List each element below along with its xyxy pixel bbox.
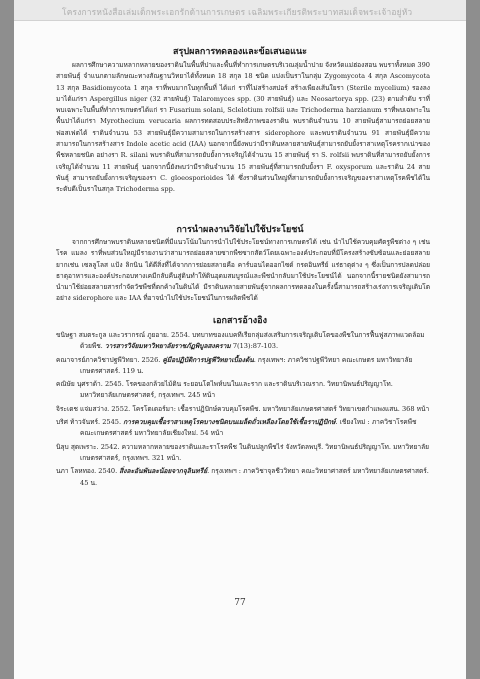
running-header-band: [14, 0, 466, 21]
reference-item: นิลุบ สุดเพราะ. 2542. ความหลากหลายของราดินและราโรคพืช ในดินปลูกพืชไร่ จังหวัดลพบุรี. วิทยานิพนธ์ปริญญาโท. มหาวิทยาลัยเกษตรศาสตร์, กรุงเทพฯ. 321 หน้า.: [56, 442, 429, 462]
summary-paragraph: ผลการศึกษาความหลากหลายของราดินในพื้นที่ปาและพื้นที่ทำการเกษตรบริเวณลุ่มน้ำปาย จังหวัดแม่ฮ่องสอน พบราทั้งหมด 390 สายพันธุ์ จำแนกตามลักษณะทางสัณฐานวิทยาได้ทั้งหมด 18 สกุล 18 ชนิด แบ่งเป็นราในกลุ่ม Zygomycota 4 สกุล Ascomycota 13 สกุล Basidiomycota 1 สกุล ราที่พบมากในทุกพื้นที่ ได้แก่ ราที่ไม่สร้างสปอร์ สร้างเพียงเส้นใยรา (Sterile mycelium) รองลงมาได้แก่รา Aspergillus niger (32 สายพันธุ์) Talaromyces spp. (30 สายพันธุ์) และ Neosartorya spp. (23) ตามลำดับ ราที่พบเฉพาะในพื้นที่ทำการเกษตรได้แก่ รา Fusarium solani, Sclelotium rolfsii และ Trichoderma harzianum ราที่พบเฉพาะในพื้นปาได้แก่รา Myrothecium verucaria ผลการทดสอบประสิทธิภาพของราดิน พบราดินจำนวน 10 สายพันธุ์สามารถย่อยสลายฟอสเฟตได้ ราดินจำนวน 53 สายพันธุ์มีความสามารถในการสร้างสาร siderophore และพบราดินจำนวน 91 สายพันธุ์มีความสามารถในการสร้างสาร Indole acetic acid (IAA) นอกจากนี้ยังพบว่ามีราดินหลายสายพันธุ์สามารถยับยั้งราสาเหตุโรครากเน่าของพืชหลายชนิด อย่างรา R. silani พบราดินที่สามารถยับยั้งการเจริญได้จำนวน 15 สายพันธุ์ รา S. rolfsii พบราดินที่สามารถยับยั้งการเจริญได้จำนวน 11 สายพันธุ์ นอกจากนี้ยังพบว่ามีราดินจำนวน 15 สายพันธุ์ที่สามารถยับยั้งรา F. oxysporum และราดิน 24 สายพันธุ์ สามารถยับยั้งการเจริญของรา C. gloeosporioides ได้ ซึ่งราดินส่วนใหญ่ที่สามารถยับยั้งการเจริญของราสาเหตุโรคพืชได้ในระดับดีเป็นราในสกุล Trichoderma spp.: [56, 61, 430, 194]
reference-item: จิระเดช แจ่มสว่าง. 2552. โครโตเดอร์มา: เชื้อราปฏิปักษ์ควบคุมโรคพืช. มหาวิทยาลัยเกษตรศาสตร์ วิทยาเขตกำแพงแสน. 368 หน้า: [56, 404, 430, 413]
application-paragraph: จากการศึกษาพบราดินหลายชนิดที่มีแนวโน้มในการนำไปใช้ประโยชน์ทางการเกษตรได้ เช่น นำไปใช้ควบคุมศัตรูพืชต่าง ๆ เช่น โรค แมลง ราที่พบส่วนใหญ่มีรายงานว่าสามารถย่อยสลายซากพืชซากสัตว์โดยเฉพาะองค์ประกอบที่มีโครงสร้างซับซ้อนและย่อยสลายยากเช่น เซลลูโลส แป้ง ลิกนิน ได้ดีสิ่งที่ได้จากการย่อยสลายคือ คาร์บอนไดออกไซด์ กรดอินทรีย์ แร่ธาตุต่าง ๆ ซึ่งเป็นการปลดปล่อยธาตุอาหารและองค์ประกอบทางเคมีกลับคืนสู่ดินทำให้ดินอุดมสมบูรณ์และพืชนำกลับมาใช้ประโยชน์ได้ นอกจากนี้รายชนิดยังสามารถนำมาใช้ย่อยสลายสารกำจัดวัชพืชที่ตกค้างในดินได้ มีราดินหลายสายพันธุ์จากผลการทดลองในครั้งนี้สามารถสร้างเร่งการเจริญเติบโตอย่าง siderophore และ IAA ที่อาจนำไปใช้ประโยชน์ในการผลิตพืชได้: [56, 238, 430, 303]
reference-item: คณาจารย์ภาควิชาปฐพีวิทยา. 2526. คู่มือปฏิบัติการปฐพีวิทยาเบื้องต้น. กรุงเทพฯ: ภาควิชาปฐพีวิทยา คณะเกษตร มหาวิทยาลัยเกษตรศาสตร์. 119 น.: [56, 355, 413, 375]
application-heading: การนำผลงานวิจัยไปใช้ประโยชน์: [176, 225, 304, 235]
references-heading: เอกสารอ้างอิง: [213, 316, 267, 326]
page-number: 77: [234, 598, 246, 608]
reference-item: บริศ ท้าวจันทร์. 2545. การควบคุมเชื้อราสาเหตุโรคบางชนิดบนเมล็ดถั่วเหลืองโดยใช้เชื้อราปฏิปักษ์. เชียงใหม่ : ภาควิชาโรคพืช คณะเกษตรศาสตร์ มหาวิทยาลัยเชียงใหม่. 54 หน้า: [56, 418, 417, 438]
reference-item: นภา โลหทอง. 2540. สิ่งละอันพันละน้อยจากจุลินทรีย์. กรุงเทพฯ : ภาควิชาจุลชีววิทยา คณะวิทยาศาสตร์ มหาวิทยาลัยเกษตรศาสตร์. 45 น.: [56, 467, 429, 487]
reference-item: คณิษัย นุศราด้า. 2545. โรคของกล้วยไม้ดิน ระยอนโตไพห์บนในและราก และราดินบริเวณราก. วิทยานิพนธ์ปริญญาโท. มหาวิทยาลัยเกษตรศาสตร์, กรุงเทพฯ. 245 หน้า: [56, 380, 393, 400]
summary-heading: สรุปผลการทดลองและข้อเสนอแนะ: [173, 47, 307, 57]
document-page: [14, 0, 466, 679]
running-header-title: โครงการหนังสือเล่มเด็กพระเอกรักด้านการเกษตร เฉลิมพระเกียรติพระบาทสมเด็จพระเจ้าอยู่หัว: [62, 7, 413, 17]
reference-list: [56, 330, 430, 491]
reference-item: ขนิษฐา สมตระกูล และวรากรณ์ ภูยอาย. 2554. บทบาทของแบคทีเรียกลุ่มส่งเสริมการเจริญเติบโตของพืชในการฟื้นฟูสภาพแวดล้อมด้วยพืช. วารสารวิจัยมหาวิทยาลัยราชภัฏพิบูลสงคราม 7(13):87-103.: [56, 331, 425, 351]
